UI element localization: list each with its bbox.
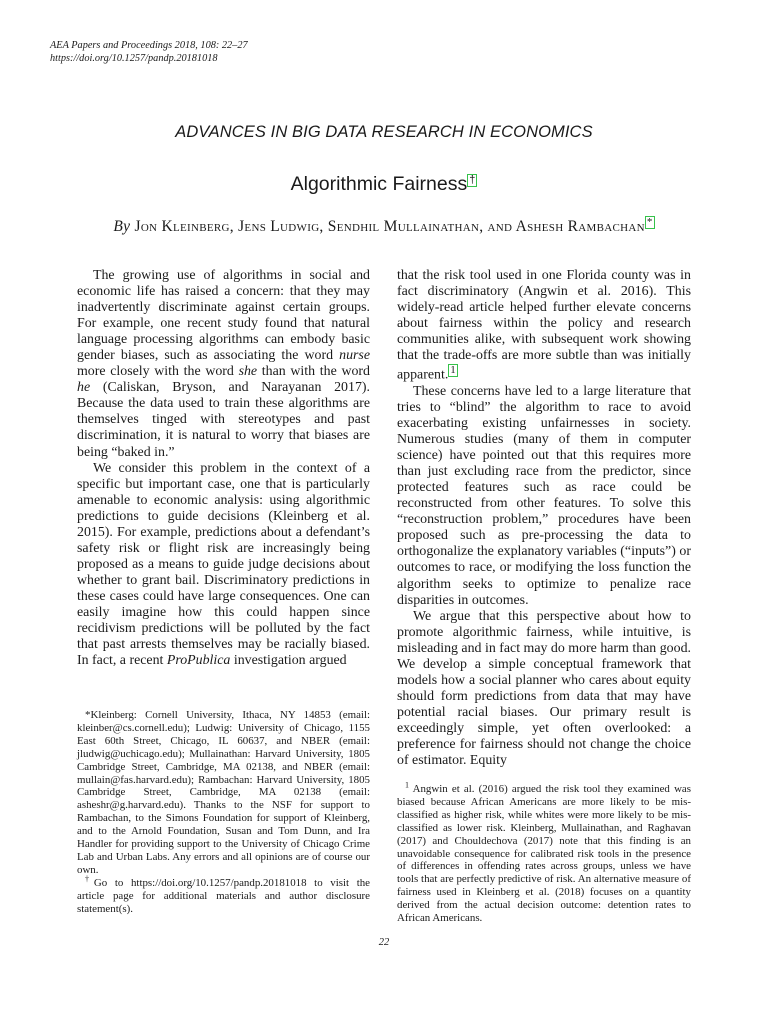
section-title: ADVANCES IN BIG DATA RESEARCH IN ECONOMICS — [175, 123, 593, 141]
footnote-marker: 1 — [405, 780, 409, 790]
article-title-text: Algorithmic Fairness — [290, 173, 468, 195]
journal-info — [50, 39, 248, 65]
footnote-dagger: †Go to https://doi.org/10.1257/pandp.20181018 to visit the article page for additional materials and author disclosure statement(s). — [77, 874, 370, 915]
body-paragraph: These concerns have led to a large literature that tries to “blind” the algorithm to race to avoid exacerbating existing unfairnesses in society. Numerous studies (many of them in computer science) have pointed out that this requires more than just excluding race from the predictor, since protected features such as race could be reconstructed from other features. To solve this “reconstruction problem,” procedures have been proposed such as pre-processing the data to orthogonalize the explanatory variables (“inputs”) or outcomes to race, or modifying the loss function the algorithm seeks to optimize to penalize race disparities in outcomes. — [397, 383, 691, 608]
body-paragraph: We argue that this perspective about how to promote algorithmic fairness, while intuitive, is misleading and in fact may do more harm than good. We develop a simple conceptual framework that models how a social planner who cares about equity should form predictions from data that may have potential racial biases. Our primary result is exceedingly simple, yet often overlooked: a preference for fairness should not change the choice of estimator. Equity — [397, 608, 691, 769]
author-line — [0, 216, 768, 236]
left-column — [77, 268, 370, 669]
body-paragraph: We consider this problem in the context of a specific but important case, one that is particularly amenable to economic analysis: using algorithmic predictions to guide decisions (Kleinberg et al. 2015). For example, predictions about a defendant’s safety risk or flight risk are increasingly being proposed as a means to guide judge decisions about whether to grant bail. Discriminatory predictions in these cases could have large consequences. One can easily imagine how this could happen since recidivism predictions will be polluted by the fact that past arrests themselves may be racially biased. In fact, a recent ProPublica investigation argued — [77, 460, 370, 669]
footnote-marker: † — [85, 874, 94, 884]
by-label: By — [113, 218, 131, 236]
footnote-star: *Kleinberg: Cornell University, Ithaca, NY 14853 (email: kleinber@cs.cornell.edu); Ludwig: University of Chicago, 1155 East 60th Street, Chicago, IL 60637, and NBER (email: jludwig@uchicago.edu); Mullainathan: Harvard University, 1805 Cambridge Street, Cambridge, MA 02138, and NBER (email: mullain@fas.harvard.edu); Rambachan: Harvard University, 1805 Cambridge Street, Cambridge, MA 02138 (email: asheshr@g.harvard.edu). Thanks to the NSF for support to Rambachan, to the Simons Foundation for support of Kleinberg, and to the Arnold Foundation, Susan and Tom Dunn, and Ira Handler for providing support to the University of Chicago Crime Lab and Urban Labs. Any errors and all opinions are of course our own. — [77, 709, 370, 876]
body-paragraph: The growing use of algorithms in social and economic life has raised a concern: that they may inadvertently discriminate against certain groups. For example, one recent study found that natural language processing algorithms can embody basic gender biases, such as associating the word nurse more closely with the word she than with the word he (Caliskan, Bryson, and Narayanan 2017). Because the data used to train these algorithms are themselves tinged with stereotypes and past discrimination, it is natural to worry that biases are being “baked in.” — [77, 268, 370, 460]
footnote-1: $^1$ Angwin et al. (2016) argued the risk tool they examined was biased because African Americans are more likely to be mis-classified as higher risk, while whites were more likely to be mis-classified as lower risk. Kleinberg, Mullainathan, and Raghavan (2017) and Chouldechova (2017) note that this finding is an unavoidable consequence for calibrated risk tools in the presence of differences in offending rates across groups, unless we have tools that are perfectly predictive of risk. An alternative measure of fairness used in Kleinberg et al. (2018) focuses on a quantity derived from the actual decision outcome: detention rates to African Americans. — [397, 780, 691, 925]
footnote-marker: * — [85, 709, 91, 721]
body-paragraph: that the risk tool used in one Florida county was in fact discriminatory (Angwin et al. 2016). This widely-read article helped further elevate concerns about fairness within the policy and research communities alike, with subsequent work showing that the trade-offs are more subtle than was initially apparent. 1 — [397, 268, 691, 383]
footnote-1-link[interactable]: 1 — [450, 364, 456, 377]
author-names: Jon Kleinberg, Jens Ludwig, Sendhil Mullainathan, and Ashesh Rambachan — [134, 218, 645, 236]
journal-citation: AEA Papers and Proceedings 2018, 108: 22–27 — [50, 40, 248, 51]
author-footnote-link[interactable]: * — [646, 216, 653, 228]
right-column — [397, 268, 691, 769]
title-footnote-link[interactable]: † — [469, 173, 476, 186]
page-number: 22 — [378, 937, 390, 948]
author-footnotes — [77, 709, 370, 916]
page-footnotes — [397, 780, 691, 925]
doi-link[interactable]: https://doi.org/10.1257/pandp.20181018 — [50, 53, 218, 64]
article-title — [0, 173, 768, 196]
